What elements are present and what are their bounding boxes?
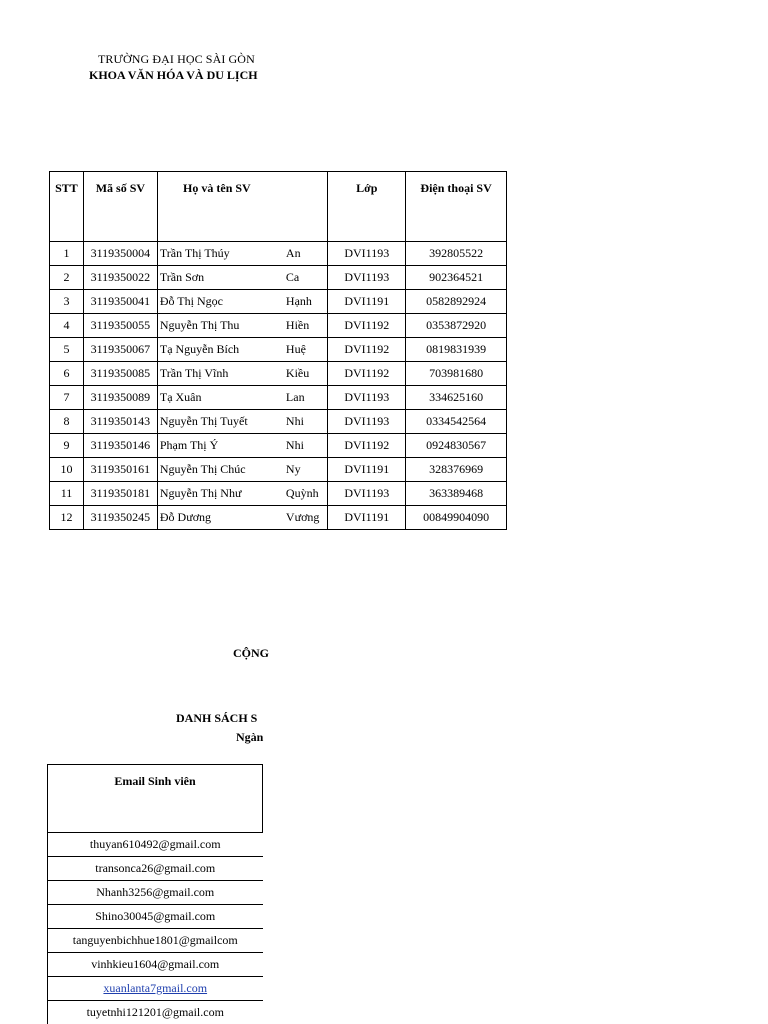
cell-phone: 703981680 [406, 362, 507, 386]
cell-stt: 9 [50, 434, 84, 458]
email-row [48, 881, 263, 905]
cell-stt: 10 [50, 458, 84, 482]
title-danh-sach: DANH SÁCH S [176, 711, 258, 725]
email-link[interactable]: xuanlanta7gmail.com [103, 981, 208, 995]
cell-last-name: Nguyễn Thị Như [157, 482, 276, 506]
cell-mssv: 3119350004 [83, 242, 157, 266]
cell-class: DVI1193 [328, 386, 406, 410]
cell-last-name: Trần Thị Vĩnh [157, 362, 276, 386]
cell-last-name: Nguyễn Thị Thu [157, 314, 276, 338]
cell-first-name: Nhi [276, 410, 328, 434]
cell-first-name: Lan [276, 386, 328, 410]
cell-first-name: Nhi [276, 434, 328, 458]
cell-phone: 00849904090 [406, 506, 507, 530]
cell-phone: 0353872920 [406, 314, 507, 338]
cell-last-name: Tạ Xuân [157, 386, 276, 410]
cell-mssv: 3119350161 [83, 458, 157, 482]
cell-stt: 5 [50, 338, 84, 362]
cell-first-name: Ny [276, 458, 328, 482]
cell-last-name: Đỗ Thị Ngọc [157, 290, 276, 314]
email-row [48, 929, 263, 953]
cell-last-name: Trần Sơn [157, 266, 276, 290]
email-row [48, 905, 263, 929]
cell-last-name: Phạm Thị Ý [157, 434, 276, 458]
cell-stt: 3 [50, 290, 84, 314]
cell-email: tuyetnhi121201@gmail.com [48, 1001, 263, 1024]
cell-class: DVI1191 [328, 506, 406, 530]
title-cong: CỘNG [233, 646, 269, 660]
cell-stt: 7 [50, 386, 84, 410]
cell-first-name: Vương [276, 506, 328, 530]
cell-stt: 11 [50, 482, 84, 506]
cell-first-name: Ca [276, 266, 328, 290]
cell-mssv: 3119350245 [83, 506, 157, 530]
cell-last-name: Tạ Nguyễn Bích [157, 338, 276, 362]
cell-mssv: 3119350143 [83, 410, 157, 434]
email-row [48, 857, 263, 881]
cell-last-name: Nguyễn Thị Tuyết [157, 410, 276, 434]
email-header-row [48, 765, 263, 833]
cell-mssv: 3119350085 [83, 362, 157, 386]
col-header-class: Lớp [328, 172, 406, 242]
cell-email: tanguyenbichhue1801@gmailcom [48, 929, 263, 953]
col-header-email: Email Sinh viên [48, 765, 263, 833]
faculty-name: KHOA VĂN HÓA VÀ DU LỊCH [89, 68, 258, 82]
col-header-name: Họ và tên SV [157, 172, 276, 242]
cell-phone: 328376969 [406, 458, 507, 482]
university-name: TRƯỜNG ĐẠI HỌC SÀI GÒN [98, 52, 255, 66]
cell-class: DVI1192 [328, 338, 406, 362]
cell-class: DVI1192 [328, 362, 406, 386]
cell-class: DVI1192 [328, 314, 406, 338]
cell-phone: 0819831939 [406, 338, 507, 362]
cell-class: DVI1193 [328, 266, 406, 290]
cell-email: thuyan610492@gmail.com [48, 833, 263, 857]
cell-stt: 12 [50, 506, 84, 530]
cell-class: DVI1193 [328, 482, 406, 506]
col-header-phone: Điện thoại SV [406, 172, 507, 242]
cell-mssv: 3119350146 [83, 434, 157, 458]
cell-mssv: 3119350181 [83, 482, 157, 506]
cell-first-name: An [276, 242, 328, 266]
cell-phone: 0334542564 [406, 410, 507, 434]
col-header-mssv: Mã số SV [83, 172, 157, 242]
email-row [48, 977, 263, 1001]
cell-first-name: Kiều [276, 362, 328, 386]
cell-stt: 6 [50, 362, 84, 386]
cell-email [48, 977, 263, 1001]
cell-class: DVI1193 [328, 410, 406, 434]
cell-phone: 363389468 [406, 482, 507, 506]
cell-class: DVI1191 [328, 290, 406, 314]
cell-phone: 334625160 [406, 386, 507, 410]
cell-first-name: Hiền [276, 314, 328, 338]
cell-last-name: Đỗ Dương [157, 506, 276, 530]
col-header-name-blank [276, 172, 328, 242]
cell-first-name: Hạnh [276, 290, 328, 314]
cell-mssv: 3119350055 [83, 314, 157, 338]
cell-stt: 4 [50, 314, 84, 338]
cell-class: DVI1192 [328, 434, 406, 458]
cell-class: DVI1193 [328, 242, 406, 266]
cell-stt: 8 [50, 410, 84, 434]
cropped-page-region [0, 0, 264, 1024]
email-row [48, 1001, 263, 1024]
cell-last-name: Nguyễn Thị Chúc [157, 458, 276, 482]
cell-phone: 902364521 [406, 266, 507, 290]
cell-email: transonca26@gmail.com [48, 857, 263, 881]
email-row [48, 953, 263, 977]
cell-mssv: 3119350089 [83, 386, 157, 410]
cell-first-name: Quỳnh [276, 482, 328, 506]
cell-mssv: 3119350067 [83, 338, 157, 362]
cell-stt: 1 [50, 242, 84, 266]
cell-first-name: Huệ [276, 338, 328, 362]
email-row [48, 833, 263, 857]
email-table [47, 764, 263, 1024]
cell-email: vinhkieu1604@gmail.com [48, 953, 263, 977]
cell-class: DVI1191 [328, 458, 406, 482]
cell-email: Nhanh3256@gmail.com [48, 881, 263, 905]
cell-phone: 0582892924 [406, 290, 507, 314]
subtitle-nganh: Ngàn [236, 730, 264, 744]
cell-mssv: 3119350041 [83, 290, 157, 314]
cell-last-name: Trần Thị Thúy [157, 242, 276, 266]
cell-phone: 392805522 [406, 242, 507, 266]
cell-stt: 2 [50, 266, 84, 290]
cell-email: Shino30045@gmail.com [48, 905, 263, 929]
col-header-stt: STT [50, 172, 84, 242]
cell-phone: 0924830567 [406, 434, 507, 458]
cell-mssv: 3119350022 [83, 266, 157, 290]
